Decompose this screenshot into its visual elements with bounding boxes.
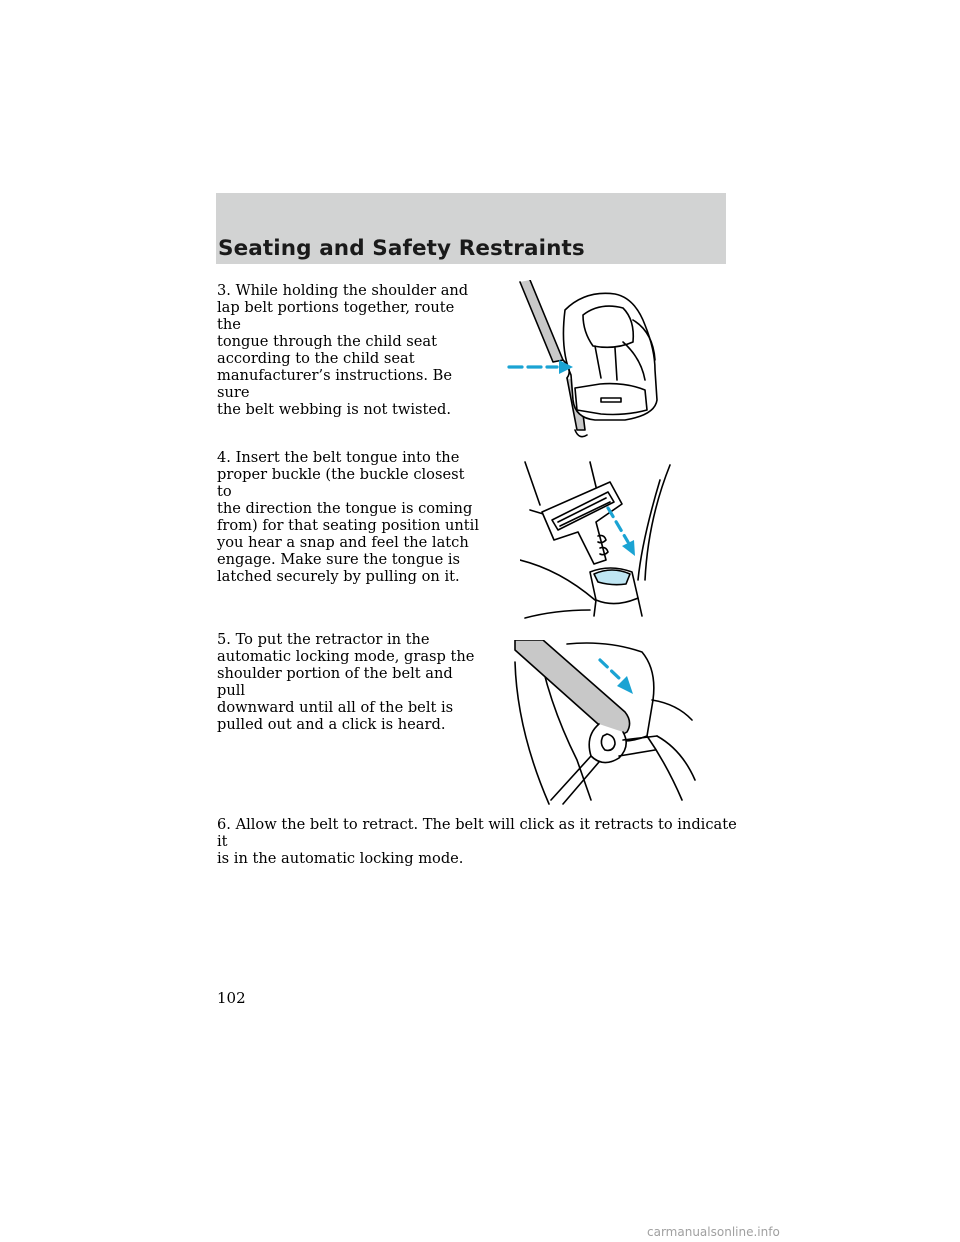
step-6-text: 6. Allow the belt to retract. The belt will click as it retracts to indicate it is in the automatic locking mode.	[217, 816, 737, 867]
retractor-illustration	[507, 640, 702, 806]
page-number: 102	[217, 989, 246, 1007]
step-5-text: 5. To put the retractor in the automatic locking mode, grasp the shoulder portion of the belt and pull downward until all of the belt is pulled out and a click is heard.	[217, 631, 475, 733]
section-title: Seating and Safety Restraints	[218, 236, 585, 261]
step-3-text: 3. While holding the shoulder and lap belt portions together, route the tongue through the child seat according to the child seat manufacturer’s instructions. Be sure the belt webbing is not twisted.	[217, 282, 469, 418]
step-4-text: 4. Insert the belt tongue into the proper buckle (the buckle closest to the direction the tongue is coming from) for that seating position until you hear a snap and feel the latch engage. Make sure the tongue is latched securely by pulling on it.	[217, 449, 479, 585]
section-header	[216, 193, 726, 264]
watermark-text: carmanualsonline.info	[647, 1225, 780, 1239]
buckle-illustration	[520, 460, 680, 620]
child-seat-illustration	[505, 280, 680, 445]
